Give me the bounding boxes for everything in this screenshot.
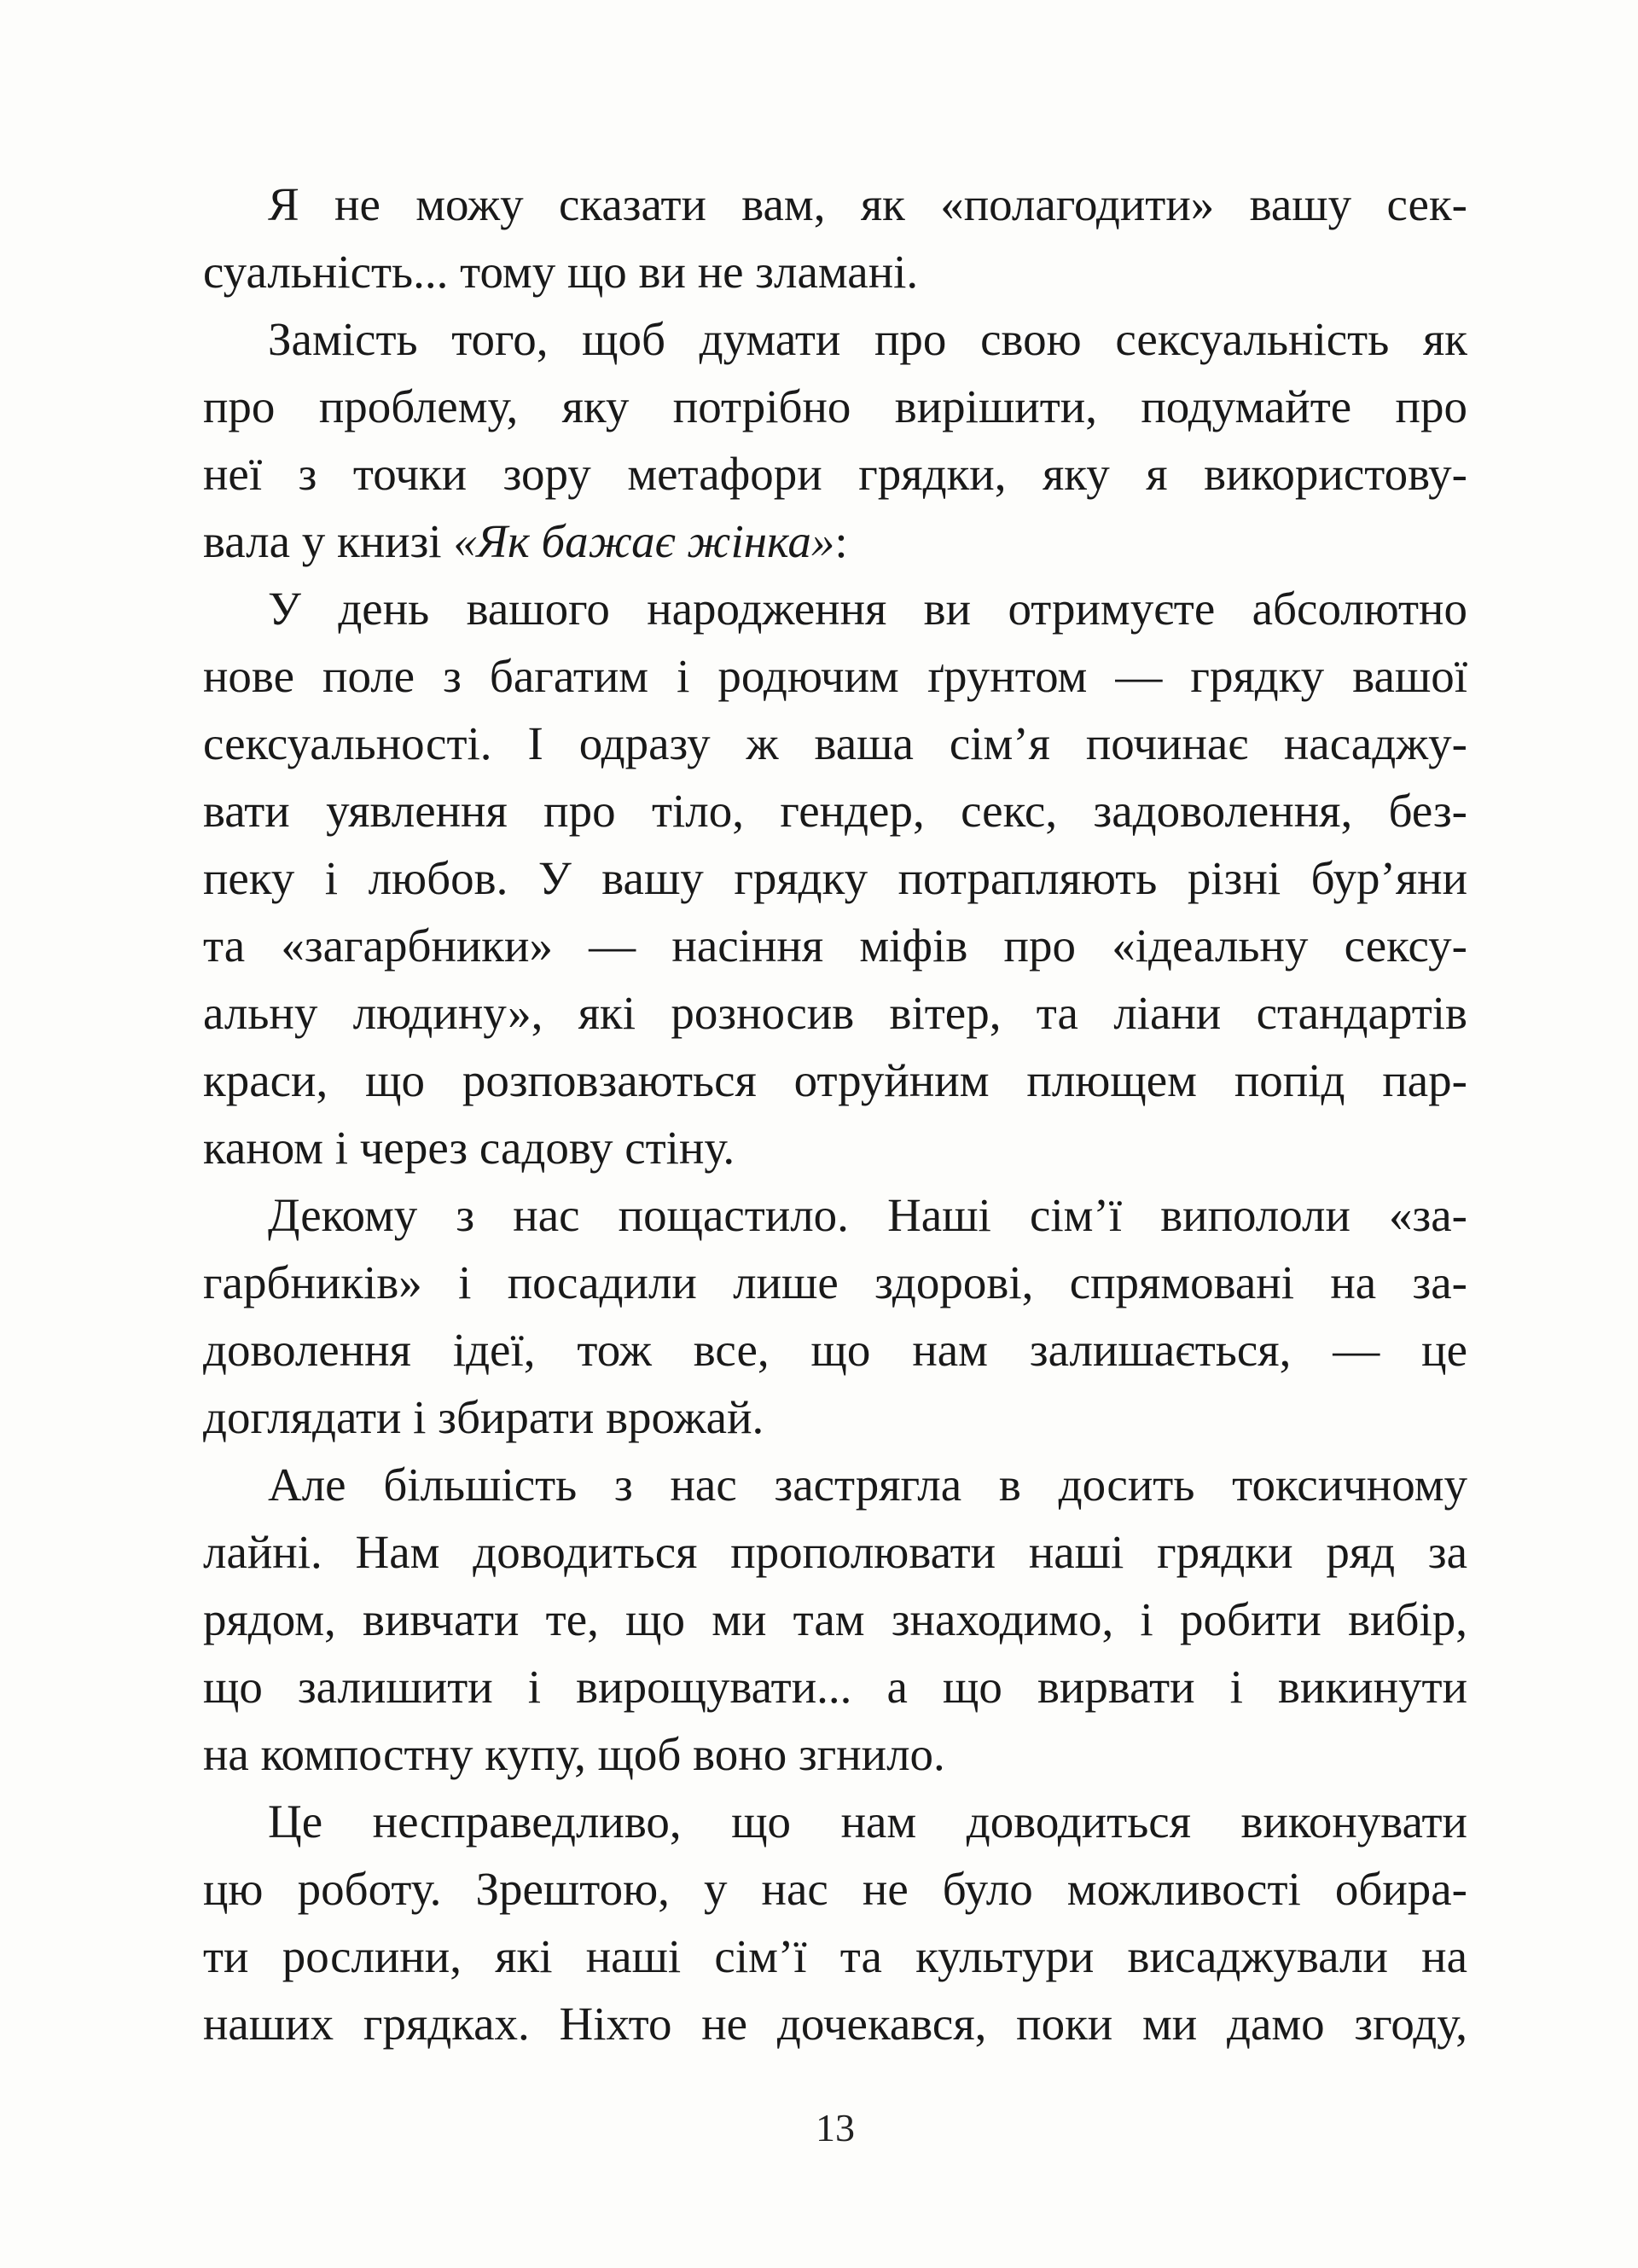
- text-line: сексуальності. І одразу ж ваша сім’я починає насаджу-: [203, 717, 1467, 769]
- text-line: Я не можу сказати вам, як «полагодити» вашу сек-: [268, 178, 1467, 230]
- text-line: Замість того, щоб думати про свою сексуальність як: [268, 313, 1467, 365]
- paragraph: [203, 1788, 1467, 2057]
- paragraph: [203, 305, 1467, 575]
- text-line: Це несправедливо, що нам доводиться виконувати: [268, 1795, 1467, 1847]
- text-line: [203, 508, 1467, 575]
- text-line: цю роботу. Зрештою, у нас не було можливості обира-: [203, 1863, 1467, 1915]
- text-line: краси, що розповзаються отруйним плющем попід пар-: [203, 1054, 1467, 1106]
- text-line: доглядати і збирати врожай.: [203, 1391, 764, 1443]
- text-line: Декому з нас пощастило. Наші сім’ї випололи «за-: [268, 1189, 1467, 1241]
- paragraph: [203, 575, 1467, 1181]
- text-line: альну людину», які розносив вітер, та ліани стандартів: [203, 987, 1467, 1039]
- text-line: що залишити і вирощувати... а що вирвати і викинути: [203, 1661, 1467, 1713]
- text-line: ти рослини, які наші сім’ї та культури висаджували на: [203, 1930, 1467, 1982]
- text-line: рядом, вивчати те, що ми там знаходимо, і робити вибір,: [203, 1593, 1467, 1645]
- text-line: лайні. Нам доводиться прополювати наші грядки ряд за: [203, 1526, 1467, 1578]
- text-line: доволення ідеї, тож все, що нам залишається, — це: [203, 1324, 1467, 1376]
- text-line: гарбників» і посадили лише здорові, спрямовані на за-: [203, 1256, 1467, 1308]
- text-segment: :: [834, 515, 848, 567]
- text-line: каном і через садову стіну.: [203, 1122, 735, 1174]
- text-line: пеку і любов. У вашу грядку потрапляють різні бур’яни: [203, 852, 1467, 904]
- text-block: [203, 171, 1467, 2057]
- paragraph: [203, 171, 1467, 305]
- text-line: про проблему, яку потрібно вирішити, подумайте про: [203, 380, 1467, 432]
- page-number: 13: [816, 2106, 855, 2149]
- text-line: Але більшість з нас застрягла в досить токсичному: [268, 1459, 1467, 1511]
- text-line: суальність... тому що ви не зламані.: [203, 246, 919, 298]
- text-line: неї з точки зору метафори грядки, яку я використову-: [203, 448, 1467, 500]
- text-line: нове поле з багатим і родючим ґрунтом — грядку вашої: [203, 650, 1467, 702]
- book-title-italic: «Як бажає жінка»: [453, 515, 835, 567]
- text-segment: вала у книзі: [203, 515, 454, 567]
- paragraph: [203, 1451, 1467, 1788]
- text-line: на компостну купу, щоб воно згнило.: [203, 1728, 945, 1780]
- text-line: та «загарбники» — насіння міфів про «ідеальну сексу-: [203, 919, 1467, 972]
- text-line: У день вашого народження ви отримуєте абсолютно: [268, 583, 1467, 635]
- paragraph: [203, 1181, 1467, 1451]
- text-line: вати уявлення про тіло, гендер, секс, задоволення, без-: [203, 785, 1467, 837]
- text-line: наших грядках. Ніхто не дочекався, поки ми дамо згоду,: [203, 1998, 1467, 2050]
